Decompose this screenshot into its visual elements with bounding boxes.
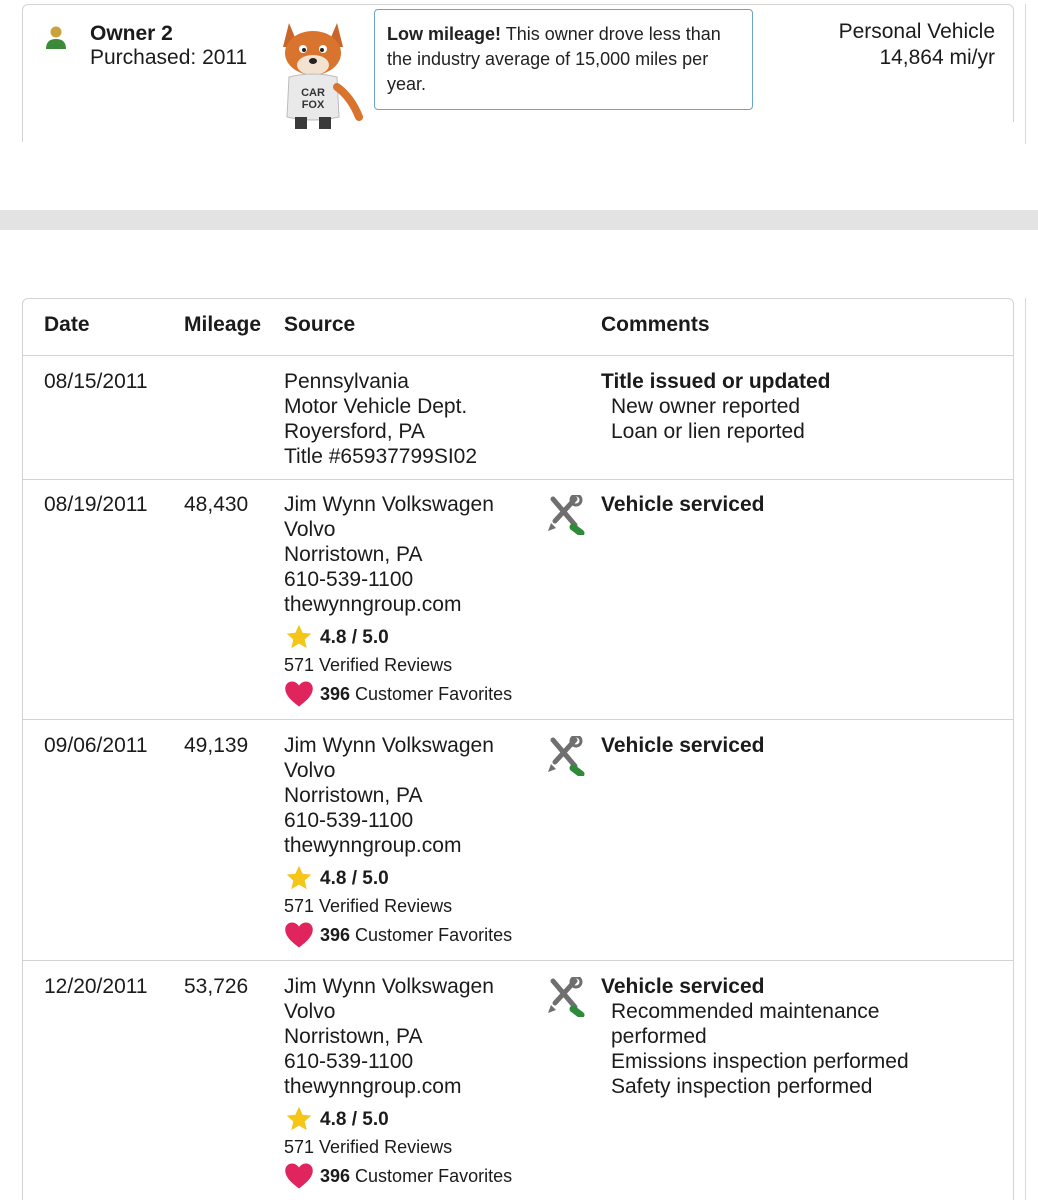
comment-title: Vehicle serviced <box>601 493 765 516</box>
source-line: Royersford, PA <box>284 420 425 443</box>
favorites-count: 396 <box>320 1165 351 1186</box>
rating-value: 4.8 / 5.0 <box>320 1108 389 1130</box>
star-icon <box>284 1105 314 1133</box>
owner-title: Owner 2 <box>90 22 173 45</box>
row-date: 08/15/2011 <box>44 370 148 393</box>
svg-text:FOX: FOX <box>301 99 325 111</box>
row-mileage: 49,139 <box>184 734 249 757</box>
person-icon <box>45 25 67 51</box>
card-edge <box>1025 4 1026 144</box>
row-divider <box>23 479 1013 480</box>
source-line: Jim Wynn Volkswagen <box>284 493 494 516</box>
star-icon <box>284 623 314 651</box>
row-mileage: 48,430 <box>184 493 249 516</box>
wrench-screwdriver-icon <box>545 977 585 1017</box>
source-line: Volvo <box>284 1000 336 1023</box>
comment-title: Vehicle serviced <box>601 734 765 757</box>
history-table <box>22 298 1014 1200</box>
verified-reviews-link[interactable]: 571 Verified Reviews <box>284 655 453 675</box>
header-source: Source <box>284 313 356 336</box>
source-line: Norristown, PA <box>284 543 423 566</box>
header-date: Date <box>44 313 90 336</box>
heart-icon <box>284 921 314 949</box>
header-mileage: Mileage <box>184 313 262 336</box>
car-fox-mascot <box>263 17 363 131</box>
customer-favorites <box>284 920 512 950</box>
comment-title: Title issued or updated <box>601 370 831 393</box>
source-line: Volvo <box>284 518 336 541</box>
dealer-website-link[interactable]: thewynngroup.com <box>284 1075 462 1098</box>
row-source <box>284 492 512 709</box>
section-divider <box>0 210 1038 230</box>
heart-icon <box>284 1162 314 1190</box>
favorites-count: 396 <box>320 683 351 704</box>
row-date: 09/06/2011 <box>44 734 148 757</box>
owner-card <box>22 4 1014 122</box>
source-line: 610-539-1100 <box>284 809 414 832</box>
source-line: 610-539-1100 <box>284 568 414 591</box>
owner-purchased-date: Purchased: 2011 <box>90 46 248 69</box>
source-line: Volvo <box>284 759 336 782</box>
dealer-rating[interactable] <box>284 864 512 892</box>
favorites-label: Customer Favorites <box>355 924 513 945</box>
row-source <box>284 974 512 1191</box>
source-line: Norristown, PA <box>284 784 423 807</box>
table-edge <box>1025 298 1026 1200</box>
row-source <box>284 733 512 950</box>
verified-reviews-link[interactable]: 571 Verified Reviews <box>284 896 453 916</box>
wrench-screwdriver-icon <box>545 495 585 535</box>
customer-favorites <box>284 679 512 709</box>
heart-icon <box>284 680 314 708</box>
row-divider <box>23 960 1013 961</box>
tip-bold: Low mileage! <box>387 24 502 44</box>
row-comments <box>601 492 764 517</box>
tip-text: This owner drove less than the industry average of 15,000 miles per year. <box>387 24 721 94</box>
dealer-rating[interactable] <box>284 623 512 651</box>
row-source <box>284 369 477 469</box>
customer-favorites <box>284 1161 512 1191</box>
comment-line: Emissions inspection performed <box>611 1050 909 1073</box>
row-date: 08/19/2011 <box>44 493 148 516</box>
comment-title: Vehicle serviced <box>601 975 765 998</box>
source-line: 610-539-1100 <box>284 1050 414 1073</box>
source-line: Motor Vehicle Dept. <box>284 395 468 418</box>
mileage-per-year: 14,864 mi/yr <box>879 46 995 69</box>
row-comments <box>601 733 764 758</box>
row-comments <box>601 369 830 444</box>
vehicle-usage <box>839 19 995 71</box>
vehicle-type: Personal Vehicle <box>838 20 995 43</box>
comment-line: Loan or lien reported <box>611 420 805 443</box>
rating-value: 4.8 / 5.0 <box>320 626 389 648</box>
source-line: Pennsylvania <box>284 370 409 393</box>
wrench-screwdriver-icon <box>545 736 585 776</box>
comment-line: Recommended maintenance <box>611 1000 880 1023</box>
source-line: Title #65937799SI02 <box>284 445 478 468</box>
source-line: Jim Wynn Volkswagen <box>284 734 494 757</box>
row-divider <box>23 355 1013 356</box>
favorites-label: Customer Favorites <box>355 1165 513 1186</box>
comment-line: Safety inspection performed <box>611 1075 873 1098</box>
star-icon <box>284 864 314 892</box>
comment-line: New owner reported <box>611 395 801 418</box>
mascot-shirt-text: CAR <box>301 87 325 99</box>
favorites-count: 396 <box>320 924 351 945</box>
row-date: 12/20/2011 <box>44 975 148 998</box>
card-edge <box>22 118 23 142</box>
source-line: Jim Wynn Volkswagen <box>284 975 494 998</box>
row-mileage: 53,726 <box>184 975 249 998</box>
verified-reviews-link[interactable]: 571 Verified Reviews <box>284 1137 453 1157</box>
low-mileage-tip <box>374 9 753 110</box>
favorites-label: Customer Favorites <box>355 683 513 704</box>
row-divider <box>23 719 1013 720</box>
comment-line: performed <box>611 1025 707 1048</box>
header-comments: Comments <box>601 313 710 336</box>
source-line: Norristown, PA <box>284 1025 423 1048</box>
rating-value: 4.8 / 5.0 <box>320 867 389 889</box>
row-comments <box>601 974 909 1099</box>
dealer-rating[interactable] <box>284 1105 512 1133</box>
dealer-website-link[interactable]: thewynngroup.com <box>284 593 462 616</box>
dealer-website-link[interactable]: thewynngroup.com <box>284 834 462 857</box>
